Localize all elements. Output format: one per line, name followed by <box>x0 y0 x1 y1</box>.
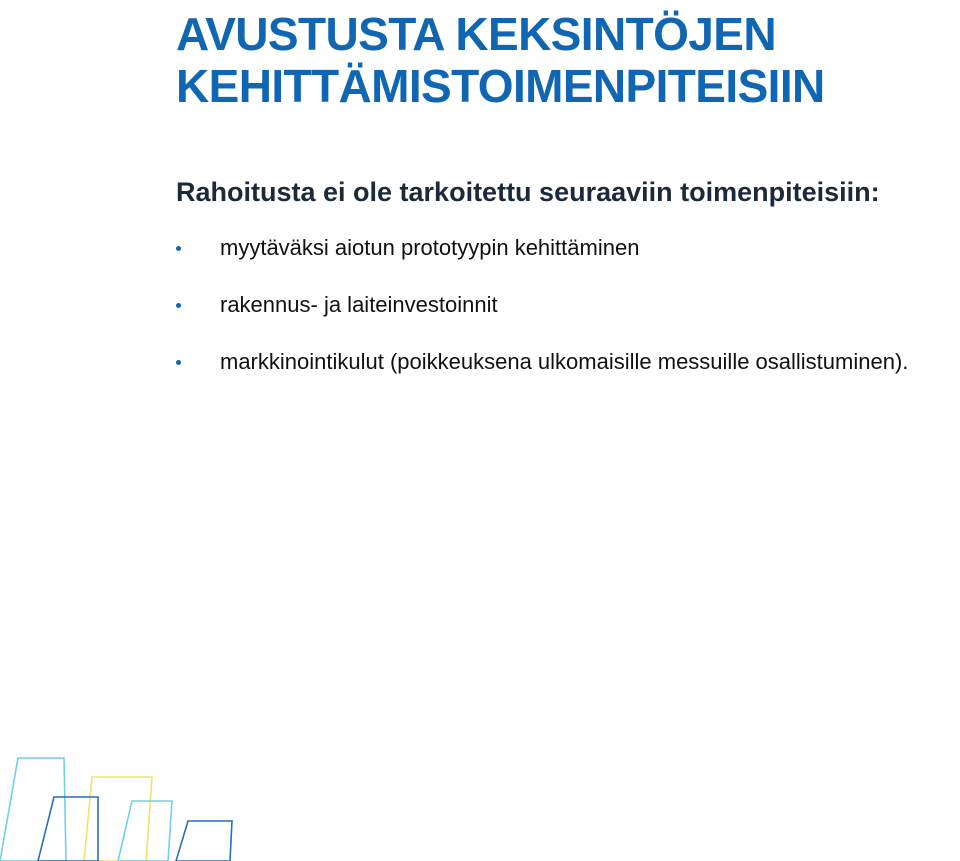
bullet-dot-icon <box>176 360 181 365</box>
slide-subtitle: Rahoitusta ei ole tarkoitettu seuraaviin toimenpiteisiin: <box>176 177 880 207</box>
bullet-text: myytäväksi aiotun prototyypin kehittäminen <box>220 235 640 260</box>
slide-title-line-1: AVUSTUSTA KEKSINTÖJEN <box>176 8 776 60</box>
deco-shape-cyan-large <box>0 758 66 861</box>
slide-title-line-2: KEHITTÄMISTOIMENPITEISIIN <box>176 60 825 112</box>
bullet-dot-icon <box>176 246 181 251</box>
deco-shape-blue-right <box>176 821 232 861</box>
bullet-text: rakennus- ja laiteinvestoinnit <box>220 292 498 317</box>
bullet-text: markkinointikulut (poikkeuksena ulkomaisille messuille osallistuminen). <box>220 349 909 374</box>
bullet-dot-icon <box>176 303 181 308</box>
deco-shape-cyan-middle <box>118 801 172 861</box>
slide-title <box>176 8 825 112</box>
parallelogram-decoration-icon <box>0 755 240 861</box>
deco-shape-yellow <box>84 777 152 861</box>
